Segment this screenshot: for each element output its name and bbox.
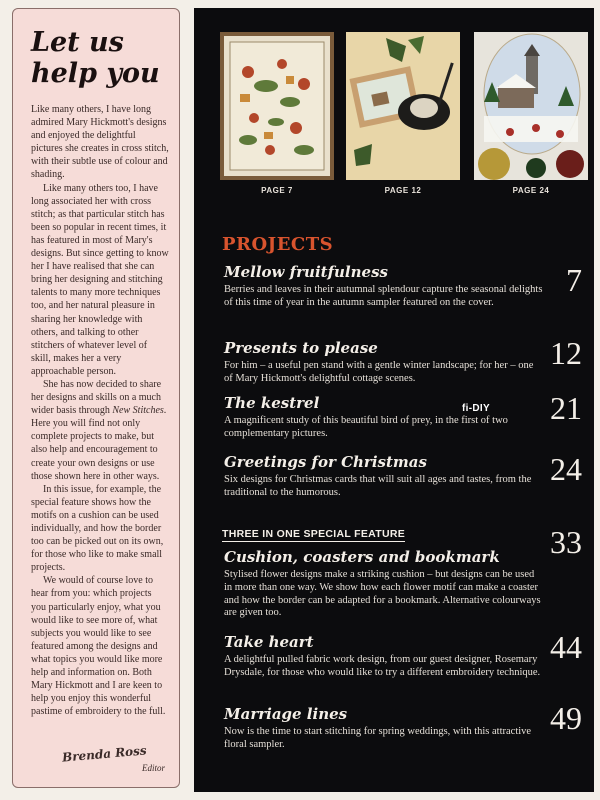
page-number: 7 — [566, 262, 582, 298]
editorial-panel — [12, 8, 180, 788]
photo-autumn-sampler — [220, 32, 334, 180]
feature-description: A delightful pulled fabric work design, from our guest designer, Rosemary Drysdale, for those who would like to try a different embroidery technique. — [224, 654, 541, 678]
signature-name: Brenda Ross — [61, 743, 148, 765]
pen-stand-image — [346, 32, 460, 180]
photo-christmas-cards — [474, 32, 588, 180]
project-entry — [224, 453, 544, 500]
editorial-title: Let us help you — [31, 27, 160, 89]
project-description: Berries and leaves in their autumnal splendour capture the seasonal delights of this time of year in the autumn sampler featured on the cover. — [224, 284, 543, 308]
page-number: 24 — [550, 451, 582, 487]
feature-description: Now is the time to start stitching for spring weddings, with this attractive floral sampler. — [224, 726, 532, 750]
project-entry — [224, 394, 544, 441]
editorial-paragraph: In this issue, for example, the special feature shows how the motifs on a cushion can be used individually, and how the border too can be picked out on its own, for those who like to make small projects. — [31, 483, 164, 574]
editorial-paragraph: We would of course love to hear from you: which projects you particularly enjoy, what you would like to see more of, what subjects you would like to see featured among the designs and what topics you would like more help and information on. Both Mary Hickmott and I are keen to help you enjoy this wonderful pastime of embroidery to the full. — [31, 575, 166, 718]
feature-entry — [224, 548, 544, 620]
photo-pen-stand — [346, 32, 460, 180]
page-number: 33 — [550, 524, 582, 560]
page-number: 12 — [550, 335, 582, 371]
feature-description: Stylised flower designs make a striking cushion – but designs can be used in more than one way. We show how each flower motif can make a coaster and how the border can be adapted for a bookmark. Alternative colourways are given too. — [224, 569, 541, 619]
autumn-sampler-image — [220, 32, 334, 180]
magazine-name: New Stitches — [112, 405, 164, 417]
project-description: Six designs for Christmas cards that will suit all ages and tastes, from the traditional to the humorous. — [224, 474, 532, 498]
project-description: A magnificent study of this beautiful bird of prey, in the first of two complementary pictures. — [224, 415, 508, 439]
signature-role: Editor — [141, 763, 165, 773]
project-title: Greetings for Christmas — [224, 453, 427, 471]
projects-heading: PROJECTS — [222, 234, 334, 255]
christmas-cards-image — [474, 32, 588, 180]
photo-caption-page-7: PAGE 7 — [261, 186, 293, 195]
feature-entry — [224, 705, 544, 752]
project-title: Presents to please — [224, 339, 378, 357]
editorial-paragraph: Like many others too, I have long associated her with cross stitch; as that particular stitch has been so popular in recent times, it has featured in most of Mary's designs. But since getting to know her I have realised that she can bring her designing and stitching talents to many more techniques too, and her natural pleasure in sharing her knowledge with others, and talking to other stitchers of whatever level of skill, makes her a very approachable person. — [31, 182, 169, 377]
editorial-body — [31, 103, 169, 718]
feature-title: Marriage lines — [224, 705, 348, 723]
photo-caption-page-12: PAGE 12 — [384, 186, 422, 195]
special-feature-label: THREE IN ONE SPECIAL FEATURE — [222, 528, 406, 540]
project-entry — [224, 263, 544, 310]
feature-entry — [224, 633, 544, 680]
editor-signature — [61, 743, 165, 773]
page-number: 49 — [550, 700, 582, 736]
feature-title: Cushion, coasters and bookmark — [224, 548, 500, 566]
page-number: 44 — [550, 629, 582, 665]
editorial-paragraph: She has now decided to share her designs and skills on a much wider basis through New Stitches. Here you will find not only complete projects to make, but also help and encouragement to create your own designs or use those shown here in other ways. — [31, 378, 167, 482]
editorial-paragraph: Like many others, I have long admired Mary Hickmott's designs and enjoyed the delightful pictures she creates in cross stitch, with their subtle use of colour and shading. — [31, 104, 169, 181]
watermark-text: fi-DIY — [462, 403, 490, 414]
project-entry — [224, 339, 544, 386]
project-title: Mellow fruitfulness — [224, 263, 388, 281]
feature-title: Take heart — [224, 633, 314, 651]
page-number: 21 — [550, 390, 582, 426]
photo-caption-page-24: PAGE 24 — [512, 186, 550, 195]
contents-panel — [194, 8, 594, 792]
project-title: The kestrel — [224, 394, 320, 412]
project-description: For him – a useful pen stand with a gentle winter landscape; for her – one of Mary Hickmott's delightful cottage scenes. — [224, 360, 534, 384]
